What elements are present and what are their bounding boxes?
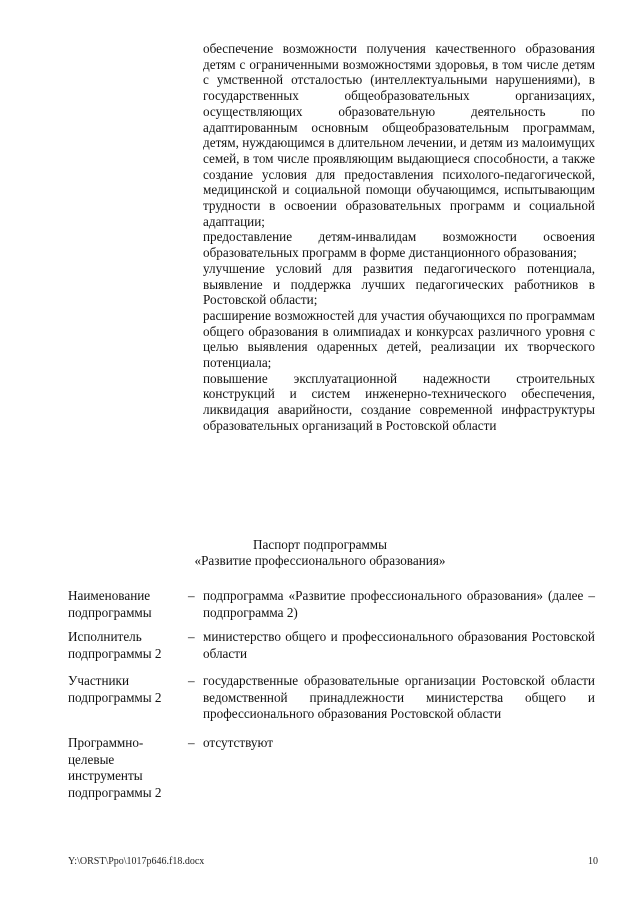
goal-paragraph: повышение эксплуатационной надежности строительных конструкций и систем инженерно-технического обеспечения, ликвидация аварийности, создание современной инфраструктуры образовательных организаций в Ростовской области (203, 370, 595, 433)
row-value: министерство общего и профессионального образования Ростовской области (203, 629, 595, 661)
row-dash: – (188, 673, 195, 688)
row-value: отсутствуют (203, 735, 273, 750)
row-label: Программно-целевые инструменты подпрограммы 2 (68, 735, 162, 800)
row-value: государственные образовательные организации Ростовской области ведомственной принадлежности министерства общего и профессионального образования Ростовской области (203, 673, 595, 721)
goal-paragraph: улучшение условий для развития педагогического потенциала, выявление и поддержка лучших педагогических работников в Ростовской области; (203, 260, 595, 308)
passport-title (150, 537, 490, 569)
row-value: подпрограмма «Развитие профессионального образования» (далее – подпрограмма 2) (203, 588, 595, 620)
row-label: Участники подпрограммы 2 (68, 673, 162, 705)
goal-paragraph: расширение возможностей для участия обучающихся по программам общего образования в олимпиадах и конкурсах различного уровня с целью выявления одаренных детей, реализации их творческого потенциала; (203, 307, 595, 371)
goal-paragraph: обеспечение возможности получения качественного образования детям с ограниченными возможностями здоровья, в том числе детям с умственной отсталостью (интеллектуальными нарушениями), в государственных общеобразовательных организациях, осуществляющих образовательную деятельность по адаптированным основным общеобразовательным программам, детям, нуждающимся в длительном лечении, и детям из малоимущих семей, в том числе проявляющим выдающиеся способности, а также создание условия для предоставления психолого-педагогической, медицинской и социальной помощи обучающимся, испытывающим трудности в освоении образовательных программ и социальной адаптации; (203, 41, 595, 229)
footer-page-number: 10 (588, 856, 598, 867)
row-label: Наименование подпрограммы (68, 588, 152, 620)
passport-title-line-1: Паспорт подпрограммы (253, 537, 387, 552)
goal-paragraph: предоставление детям-инвалидам возможности освоения образовательных программ в форме дистанционного образования; (203, 229, 595, 261)
row-label: Исполнитель подпрограммы 2 (68, 629, 162, 661)
footer-file-path: Y:\ORST\Ppo\1017p646.f18.docx (68, 856, 205, 867)
row-dash: – (188, 735, 195, 750)
row-dash: – (188, 588, 195, 603)
goals-list (203, 41, 595, 434)
passport-title-line-2: «Развитие профессионального образования» (194, 553, 446, 568)
row-dash: – (188, 629, 195, 644)
